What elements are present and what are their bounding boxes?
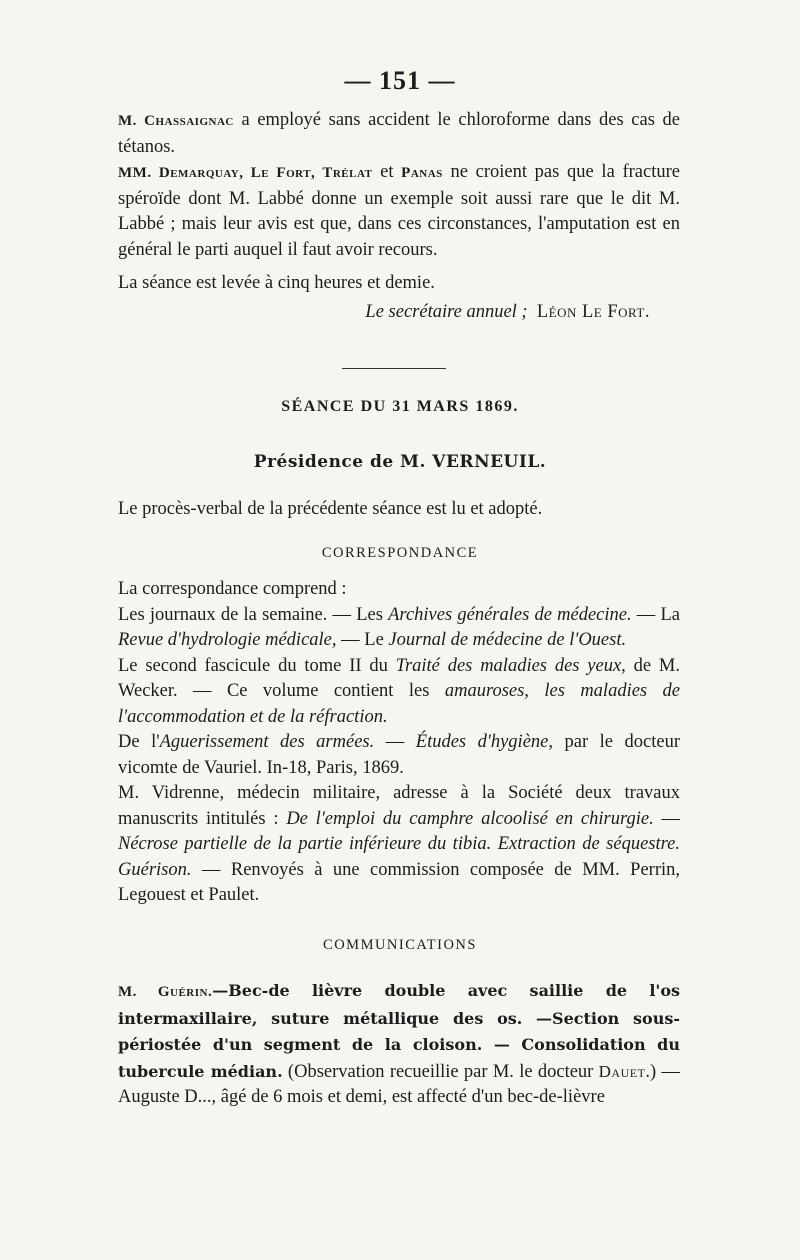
item-text: par le docteur vicomte de Vauriel. In-18, Paris, 1869. — [118, 732, 680, 778]
signature — [0, 302, 650, 323]
communications-heading: COMMUNICATIONS — [323, 937, 477, 953]
correspondance-heading: CORRESPONDANCE — [321, 545, 479, 561]
item-title: Aguerissement des armées. — [159, 732, 375, 752]
item-text: De l' — [118, 732, 160, 752]
correspondance-item-vidrenne — [118, 781, 680, 909]
item-title: Nécrose partielle de la partie inférieure du tibia. Extraction de séquestre. Guérison. — [118, 834, 680, 880]
communication-author: M. Guérin. — [118, 984, 213, 1000]
paragraph-demarquay — [118, 160, 680, 263]
correspondance-item-journaux — [118, 603, 680, 654]
proces-verbal: Le procès-verbal de la précédente séance est lu et adopté. — [118, 499, 543, 519]
item-text: — — [653, 808, 681, 829]
item-title: amauroses, les maladies de l'accommodation et de la réfraction. — [118, 681, 681, 727]
presidence-heading: Présidence de M. VERNEUIL. — [253, 452, 547, 472]
communication-paragraph — [118, 978, 680, 1111]
correspondance-intro: La correspondance comprend : — [118, 579, 347, 599]
correspondance-item-aguerissement — [118, 730, 680, 781]
page-number: — 151 — — [344, 66, 456, 95]
correspondance-item-wecker — [118, 654, 680, 731]
item-text: Le second fascicule du tome II du — [118, 655, 396, 676]
doctor-name: Dauet — [598, 1061, 646, 1081]
item-text: — La — [631, 604, 681, 625]
author-names: MM. Demarquay, Le Fort, Trélat — [118, 165, 373, 181]
communication-body — [118, 978, 680, 1111]
top-paragraphs — [118, 108, 680, 297]
paragraph-chassaignac — [118, 108, 680, 160]
item-title: Études d'hygiène, — [415, 732, 553, 752]
item-title: Traité des maladies des yeux, — [395, 655, 626, 676]
author-name: Panas — [401, 165, 443, 181]
communication-text: (Observation recueillie par M. le docteur — [282, 1061, 599, 1082]
item-text: — Le — [336, 630, 389, 650]
item-text: de M. Wecker. — Ce volume contient les — [118, 655, 680, 701]
communication-text: .) — Auguste D..., âgé de 6 mois et demi, est affecté d'un bec-de-lièvre — [118, 1061, 680, 1107]
communication-title: —Bec-de lièvre double avec saillie de l'os intermaxillaire, suture métallique des os. —Section sous-périostée d'un segment de la cloison. — Consolidation du tubercule médian. — [118, 981, 680, 1081]
seance-heading: SÉANCE DU 31 MARS 1869. — [281, 398, 519, 415]
item-title: Archives générales de médecine. — [388, 604, 632, 625]
item-text: M. Vidrenne, médecin militaire, adresse à la Société deux travaux manuscrits intitulés : — [118, 783, 680, 829]
paragraph-text: a employé sans accident le chloroforme dans des cas de tétanos. — [118, 110, 680, 157]
item-title: Journal de médecine de l'Ouest. — [388, 630, 627, 650]
section-divider — [342, 368, 446, 369]
paragraph-closing: La séance est levée à cinq heures et demie. — [118, 273, 435, 293]
correspondance-body — [118, 577, 680, 909]
signature-label: Le secrétaire annuel ; — [365, 302, 528, 322]
conjunction: et — [372, 162, 402, 182]
item-text: — Renvoyés à une commission composée de MM. Perrin, Legouest et Paulet. — [118, 859, 680, 905]
author-name: M. Chassaignac — [118, 113, 234, 129]
paragraph-text: ne croient pas que la fracture spéroïde dont M. Labbé donne un exemple soit aussi rare que le dit M. Labbé ; mais leur avis est que, dans ces circonstances, l'amputation est en général le parti auquel il faut avoir recours. — [118, 162, 680, 260]
item-text: Les journaux de la semaine. — Les — [118, 604, 389, 625]
item-text: — — [374, 732, 416, 752]
item-title: Revue d'hydrologie médicale, — [118, 630, 337, 650]
item-title: De l'emploi du camphre alcoolisé en chirurgie. — [286, 808, 654, 829]
signature-name: Léon Le Fort. — [536, 302, 650, 322]
